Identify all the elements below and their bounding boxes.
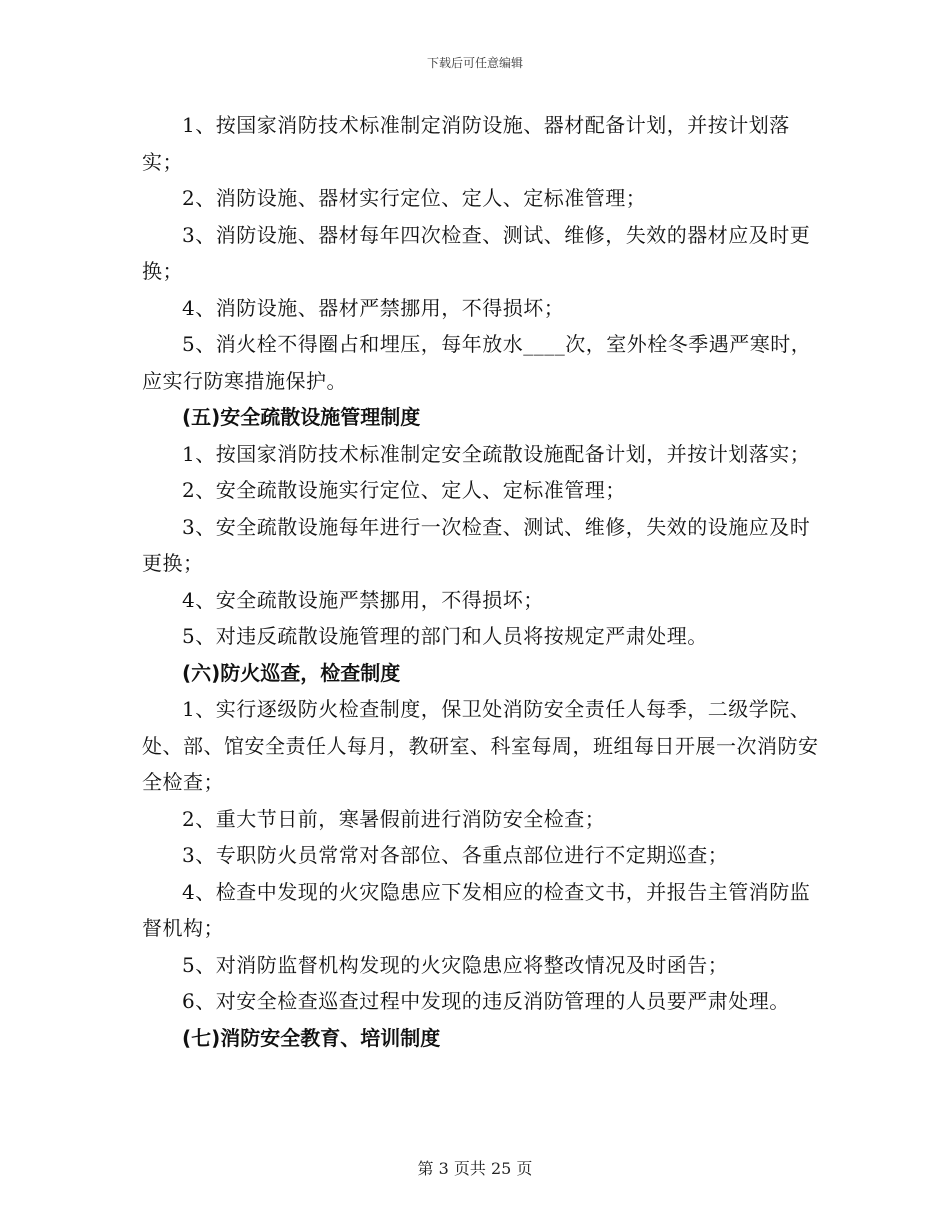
paragraph: 1、实行逐级防火检查制度，保卫处消防安全责任人每季，二级学院、处、部、馆安全责任人每月，教研室、科室每周，班组每日开展一次消防安全检查；: [142, 697, 819, 794]
paragraph: 4、检查中发现的火灾隐患应下发相应的检查文书，并报告主管消防监督机构；: [142, 879, 811, 940]
paragraph: 1、按国家消防技术标准制定安全疏散设施配备计划，并按计划落实；: [182, 441, 811, 466]
paragraph: 3、消防设施、器材每年四次检查、测试、维修，失效的器材应及时更换；: [142, 222, 811, 283]
paragraph: 3、专职防火员常常对各部位、各重点部位进行不定期巡查；: [182, 843, 729, 867]
paragraph: 1、按国家消防技术标准制定消防设施、器材配备计划，并按计划落实；: [142, 113, 790, 174]
paragraph: 6、对安全检查巡查过程中发现的违反消防管理的人员要严肃处理。: [182, 989, 790, 1013]
paragraph: 5、消火栓不得圈占和埋压，每年放水____次，室外栓冬季遇严寒时，应实行防寒措施保护。: [142, 332, 812, 393]
paragraph: 5、对违反疏散设施管理的部门和人员将按规定严肃处理。: [182, 624, 708, 648]
page-header: 下载后可任意编辑: [426, 56, 523, 70]
paragraph: 2、重大节日前，寒暑假前进行消防安全检查；: [182, 806, 606, 831]
paragraph: 2、安全疏散设施实行定位、定人、定标准管理；: [182, 478, 626, 502]
section-heading: (五)安全疏散设施管理制度: [182, 405, 421, 429]
page-footer: 第 3 页共 25 页: [417, 1159, 533, 1178]
paragraph: 5、对消防监督机构发现的火灾隐患应将整改情况及时函告；: [182, 952, 729, 977]
paragraph: 2、消防设施、器材实行定位、定人、定标准管理；: [182, 186, 647, 210]
section-heading: (七)消防安全教育、培训制度: [182, 1025, 441, 1050]
document-body: [142, 107, 822, 1056]
paragraph: 3、安全疏散设施每年进行一次检查、测试、维修，失效的设施应及时更换；: [142, 514, 811, 575]
paragraph: 4、消防设施、器材严禁挪用，不得损坏；: [182, 295, 565, 320]
paragraph: 4、安全疏散设施严禁挪用，不得损坏；: [182, 587, 544, 612]
section-heading: (六)防火巡查，检查制度: [182, 660, 401, 685]
